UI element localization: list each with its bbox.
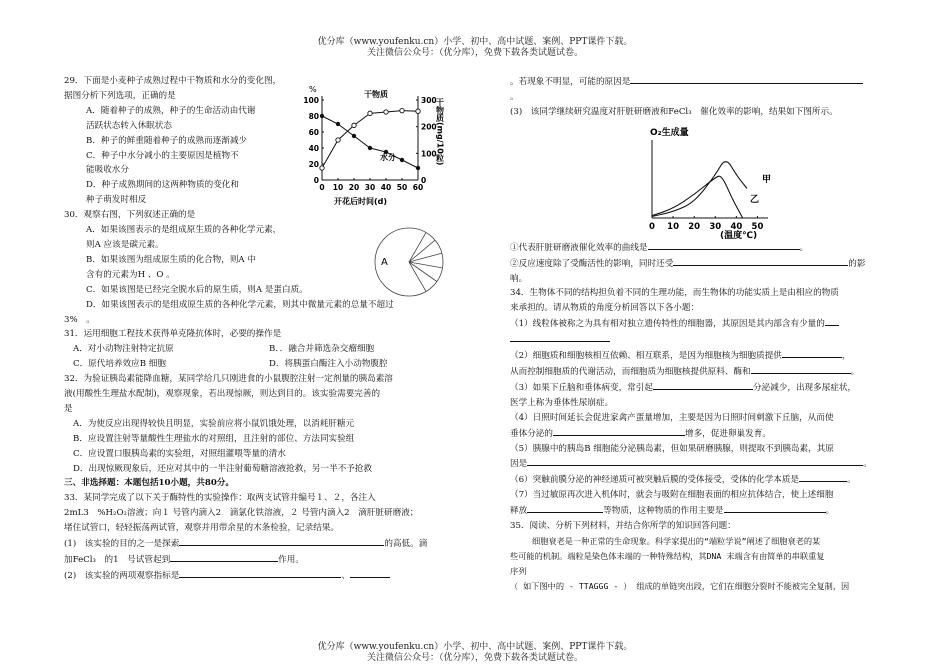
header-line-1: 优分库（www.youfenku.cn）小学、初中、高中试题、案例、PPT课件下载。 [317, 37, 633, 47]
q34-sub4-text-b: 垂体分泌的 [510, 428, 553, 439]
chart1-left-tick-label: 0 [313, 176, 319, 185]
chart2-x-tick-label: 50 [751, 222, 764, 232]
q34-sub7-line-1: （7）当过敏原再次进入机体时，就会与吸附在细胞表面的相应抗体结合，使上述细胞 [510, 490, 834, 501]
water-point [320, 114, 324, 118]
q34-sub4-blank[interactable] [553, 426, 685, 436]
pie-slices [409, 233, 442, 292]
q30-stem: 30．观察右图，下列叙述正确的是 [64, 210, 196, 221]
chart2-x-tick-label: 0 [649, 222, 655, 232]
water-point [352, 134, 356, 138]
q30-option-c: C．如果该图是已经完全脱水后的原生质，则A 是蛋白质。 [86, 284, 308, 295]
q35-passage-3: 序列 [510, 565, 527, 576]
q34-sub4-line-2 [510, 426, 894, 442]
q34-sub6-line [510, 472, 894, 488]
q33-sub1-blank-2[interactable] [170, 552, 278, 562]
q34-sub6-text: （6）突触前膜分泌的神经递质可被突触后膜的受体接受，受体的化学本质是 [510, 475, 800, 486]
chart2-x-tick-label: 30 [709, 222, 722, 232]
q30-option-b-1: B．如果该图为组成原生质的化合物，则A 中 [86, 254, 256, 265]
q31-options-row-1 [64, 342, 494, 357]
q33-cont-line-1 [510, 74, 894, 90]
q30-pie-chart [371, 224, 451, 304]
q33-curve-question-1 [510, 240, 894, 256]
q30-option-a-1: A．如果该图表示的是组成原生质的各种化学元素， [86, 225, 282, 236]
q33-curve-text-1: ①代表肝脏研磨液催化效率的曲线是 [510, 242, 648, 253]
q33-sub1-text-a: (1) 该实验的目的之一是探索 [64, 539, 180, 550]
dry-matter-point [336, 138, 340, 142]
q33-curve-blank-2[interactable] [673, 256, 848, 266]
q34-sub2-blank-1[interactable] [782, 348, 842, 358]
q33-sub2-blank-1[interactable] [179, 568, 341, 578]
chart1-right-axis-label: 干物质(mg/10粒) [435, 98, 445, 166]
q32-line-1: 32．为验证胰岛素能降血糖，某同学给几只刚进食的小鼠腹腔注射一定剂量的胰岛素溶 [64, 374, 393, 385]
dry-matter-point [368, 111, 372, 115]
q29-stem-1: 29．下面是小麦种子成熟过程中干物质和水分的变化图， [64, 76, 282, 86]
q32-option-a: A．为使反应出现得较快且明显，实验前应将小鼠饥饿处理，以消耗肝糖元 [73, 418, 355, 429]
pie-label-a: A [381, 257, 388, 268]
q32-option-c: C．应设置口服胰岛素的实验组，对照组灌喂等量的清水 [73, 448, 286, 459]
q35-stem: 35．阅读、分析下列材料，并结合你所学的知识回答问题： [510, 521, 736, 532]
chart1-left-tick-label: 60 [308, 128, 319, 137]
dry-matter-point [352, 123, 356, 127]
q34-sub2-blank-2[interactable] [751, 364, 851, 374]
pie-slice-divider [409, 262, 442, 268]
q29-option-b: B．种子的鲜重随着种子的成熟而逐渐减少 [86, 135, 248, 146]
q34-sub7-text-c: 等物质，这种物质的作用主要是 [603, 506, 724, 517]
q31-option-a: A．对小动物注射特定抗原 [73, 344, 174, 355]
q33-sub2-blank-2[interactable] [350, 568, 390, 578]
dry-matter-point [400, 108, 404, 112]
q33-sub2-text-a: (2) 该实验的两项观察指标是 [64, 570, 180, 581]
chart1-x-tick-label: 60 [412, 183, 424, 192]
pie-slice-divider [409, 262, 426, 291]
q30-option-a-2: 则A 应该是碳元素。 [86, 239, 164, 250]
chart1-water-label: 水分 [380, 153, 396, 162]
pie-slice-divider [409, 262, 437, 282]
chart1-left-tick-label: 80 [308, 112, 319, 121]
q33-curve-question-2 [510, 256, 894, 272]
q34-sub7-line-2 [510, 503, 894, 519]
q32-line-3: 是 [64, 403, 73, 414]
chart1-x-tick-label: 40 [380, 183, 392, 192]
q34-sub1-blank-a[interactable] [825, 316, 839, 326]
chart1-dry-matter-label: 干物质 [364, 90, 388, 99]
q33-sub1-blank-1[interactable] [179, 536, 384, 546]
dry-matter-point [320, 166, 324, 170]
q34-sub2-line-2 [510, 364, 894, 380]
chart1-x-tick-label: 20 [348, 183, 360, 192]
q31-option-b: B．．融合并筛选杂交瘤细胞 [269, 344, 375, 355]
chart1-left-tick-label: 100 [303, 96, 319, 105]
q34-sub5-blank[interactable] [527, 456, 863, 466]
q33-sub1-line-1 [64, 536, 494, 552]
q34-sub2-text-a: （2）细胞质和细胞核相互依赖、相互联系，是因为细胞核为细胞质提供 [510, 351, 782, 362]
chart2-series [652, 162, 747, 218]
q29-option-c-2: 能吸收水分 [86, 165, 129, 176]
q29-stem-2: 据图分析下列选项，正确的是 [64, 90, 176, 101]
q34-sub7-text-b: 释放 [510, 506, 528, 517]
chart2-curve-jia-label: 甲 [762, 175, 772, 185]
q33-line-2: 2mL3 %H₂O₂溶液；向１ 号管内滴入2 滴氯化铁溶液，２ 号管内滴入2 滴肝脏研磨液； [64, 508, 419, 519]
q34-sub5-line-2 [510, 456, 894, 472]
chart2-x-tick-label: 10 [667, 222, 680, 232]
q32-option-b: B．应设置注射等量酸性生理盐水的对照组，且注射的部位、方法同实验组 [73, 433, 355, 444]
chart1-left-tick-label: 20 [308, 160, 319, 169]
q33-curve-text-2b: 的影 [848, 258, 866, 269]
q34-sub4-line-1: （4）日照时间延长会促进家禽产蛋量增加，主要是因为日照时间刺激下丘脑，从而使 [510, 412, 834, 423]
q34-sub2-text-d: 。 [850, 366, 860, 377]
page-footer [0, 642, 950, 664]
q33-sub1-text-c: 加FeCl₃ 的1 号试管起到 [64, 555, 171, 565]
q34-sub6-end: 。 [847, 475, 856, 486]
chart1-x-tick-label: 10 [332, 183, 344, 192]
dry-matter-point [416, 109, 420, 113]
q34-sub3-text-a: （3）如果下丘脑和垂体病变，常引起 [510, 382, 653, 393]
curve-jia [652, 162, 747, 217]
dry-matter-water-chart [292, 80, 452, 210]
chart2-x-tick-label: 40 [730, 222, 743, 232]
q34-sub3-line-1 [510, 380, 894, 396]
q29-option-a-1: A．随着种子的成熟，种子的生命活动由代谢 [86, 105, 256, 116]
q34-line-2: 来承担的。请从物质的角度分析回答以下各小题： [510, 303, 700, 314]
chart2-curve-yi-label: 乙 [750, 195, 760, 205]
section-3-heading: 三、非选择题：本题包括10小题，共80分。 [64, 478, 235, 489]
chart1-right-tick-label: 0 [421, 176, 427, 185]
chart1-right-tick-label: 100 [421, 149, 437, 159]
q33-cont-text: 。若现象不明显，可能的原因是 [510, 77, 631, 87]
q34-sub3-line-2: 医学上称为垂体性尿崩症。 [510, 397, 614, 408]
q34-sub5-line-1: （5）胰腺中的胰岛B 细胞能分泌胰岛素，但如果研磨胰腺，则提取不到胰岛素，其原 [510, 443, 834, 454]
chart1-x-tick-label: 30 [364, 183, 376, 192]
dry-matter-point [384, 110, 388, 114]
q31-option-d: D．将胰蛋白酶注入小动物腹腔 [269, 359, 388, 370]
q34-sub6-blank[interactable] [799, 472, 847, 482]
water-point [368, 146, 372, 150]
pie-slice-divider [409, 233, 426, 262]
q31-options-row-2 [64, 357, 494, 372]
chart2-title: O₂生成量 [650, 128, 689, 138]
q30-option-d-2: 3% 。 [64, 314, 95, 325]
q33-sub2-line [64, 568, 494, 584]
q33-curve-text-2a: ②反应速度除了受酶活性的影响，同时还受 [510, 258, 674, 269]
q34-sub5-text-c: 。 [863, 459, 872, 470]
water-point [400, 158, 404, 162]
q33-sub1-text-d: 作用。 [278, 555, 304, 565]
q35-passage-2: 些可能的机制。端粒是染色体末端的一种特殊结构，其DNA 末端含有由简单的串联重复 [510, 550, 825, 561]
q33-sub1-text-b: 的高低。滴 [384, 539, 428, 550]
q31-stem: 31．运用细胞工程技术获得单克隆抗体时，必要的操作是 [64, 329, 282, 340]
q34-sub2-text-b: ， [841, 351, 851, 362]
q35-passage-1: 细胞衰老是一种正常的生命现象。科学家提出的“端粒学说”阐述了细胞衰老的某 [532, 535, 821, 546]
q34-sub1-blank-line [510, 332, 894, 348]
q33-cont-line-2: 。 [510, 91, 519, 102]
q32-line-2: 液(用酸性生理盐水配制)，观察现象，若出现惊厥，则达到目的。该实验需要完善的 [64, 389, 381, 400]
chart2-x-axis-label: (温度℃) [720, 231, 758, 241]
chart1-right-tick-label: 200 [421, 122, 437, 132]
q30-option-d-1: D．如果该图表示的是组成原生质的各种化学元素，则其中微量元素的总量不超过 [86, 299, 394, 310]
q33-line-3: 堵住试管口，轻轻振荡两试管，观察并用带余星的木条检验，记录结果。 [64, 523, 340, 534]
q33-reason-blank[interactable] [630, 74, 863, 84]
page-header [0, 37, 950, 59]
chart1-left-tick-label: 40 [308, 144, 319, 153]
q34-sub7-blank-1[interactable] [527, 503, 603, 513]
chart2-axes [652, 140, 768, 218]
q34-sub5-text-b: 因是 [510, 459, 528, 470]
q34-sub2-line-1 [510, 348, 894, 364]
footer-line-1: 优分库（www.youfenku.cn）小学、初中、高中试题、案例、PPT课件下载。 [317, 642, 633, 652]
q29-option-d-2: 种子萌发时相反 [86, 195, 147, 206]
chart1-left-unit: % [309, 85, 317, 94]
q33-sub1-line-2 [64, 552, 494, 568]
q29-option-c-1: C．种子中水分减小的主要原因是植物不 [86, 150, 239, 161]
q34-sub4-text-c: 增多，促进卵巢发育。 [684, 428, 771, 439]
q33-line-1: 33．某同学完成了以下关于酶特性的实验操作：取两支试管并编号１、２，各注入 [64, 493, 376, 504]
chart1-x-axis-label: 开花后时间(d) [334, 197, 388, 206]
chart1-x-tick-label: 50 [396, 183, 408, 192]
chart1-series [320, 108, 420, 170]
q32-option-d: D．出现惊厥现象后，还应对其中的一半注射葡萄糖溶液抢救，另一半不予抢救 [73, 463, 373, 474]
q29-option-d-1: D．种子成熟期间的这两种物质的变化和 [86, 180, 239, 191]
water-point [336, 122, 340, 126]
header-line-2: 关注微信公众号：（优分库），免费下载各类试题试卷。 [366, 48, 583, 58]
q33-curve-end-1: 。 [799, 242, 809, 253]
footer-line-2: 关注微信公众号：（优分库），免费下载各类试题试卷。 [366, 653, 583, 663]
q34-sub2-text-c: 从而控制细胞质的代谢活动，而细胞质为细胞核提供原料、酶和 [510, 366, 751, 377]
q34-line-1: 34．生物体不同的结构担负着不同的生理功能，而生物体的功能实质上是由相应的物质 [510, 288, 839, 299]
q30-option-b-2: 含有的元素为H 、O 。 [86, 269, 175, 280]
q34-sub1-blank-b[interactable] [510, 332, 610, 342]
q34-sub3-blank[interactable] [653, 380, 753, 390]
q33-sub3-line: (3) 该同学继续研究温度对肝脏研磨液和FeCl₃ 催化效率的影响，结果如下图所示。 [510, 106, 838, 117]
q34-sub7-blank-2[interactable] [724, 503, 826, 513]
water-point [416, 166, 420, 170]
o2-temperature-chart [640, 120, 780, 242]
q34-sub1-text: （1）线粒体被称之为具有相对独立遗传特性的细胞器，其原因是其内部含有少量的 [510, 319, 825, 330]
q35-passage-4: （ 如下图中的 - TTAGGG - ） 组成的单链突出段，它们在细胞分裂时不能被完全复制，因 [510, 580, 850, 591]
chart1-x-tick-label: 0 [319, 183, 325, 192]
q31-option-c: C．原代培养效应B 细胞 [73, 359, 166, 370]
q34-sub7-end: 。 [825, 506, 835, 517]
chart2-x-tick-label: 20 [688, 222, 701, 232]
q33-curve-question-2-end: 响。 [510, 273, 528, 284]
chart1-right-tick-label: 300 [421, 96, 437, 105]
q34-sub3-text-b: 分泌减少，出现多尿症状， [752, 382, 857, 393]
q34-sub1-line [510, 316, 894, 332]
q29-option-a-2: 活跃状态转入休眠状态 [86, 120, 172, 131]
q33-sub2-text-b: 、 [341, 570, 350, 581]
